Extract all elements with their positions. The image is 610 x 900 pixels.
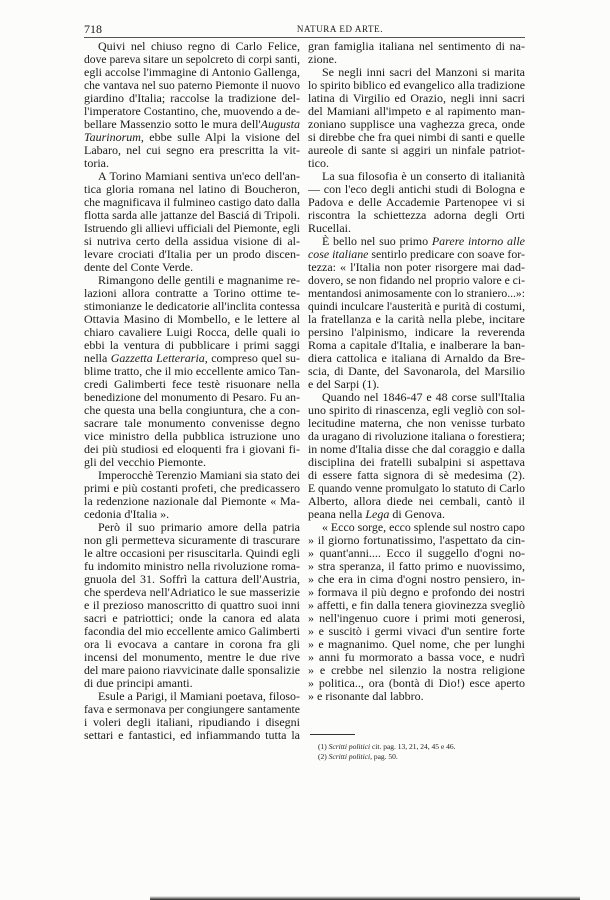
line-content: lecitudine materna, che non venisse turbato (308, 416, 525, 430)
line-content: benedizione del monumento di Pesaro. Fu an- (84, 390, 300, 404)
line-content: chiaro cavaliere Luigi Rocca, delle quali io (84, 325, 300, 339)
line-content: » e risonante dal labbro. (308, 689, 424, 703)
line-content: toria. (84, 156, 109, 170)
italic-text: Parere intorno alle (431, 234, 525, 248)
line-content: di essere fatta signora di sè medesima (2). (308, 468, 525, 482)
line-content: di due principi amanti. (84, 676, 193, 690)
line-content: settari e fantastici, ed infiammando tutta la (84, 728, 300, 742)
line-content: credi Galimberti fece testè risuonare nella (84, 377, 300, 391)
line-content: A Torino Mamiani sentiva un'eco dell'an- (98, 169, 300, 183)
line-content: facondia del mio eccellente amico Galimberti (84, 624, 300, 638)
text-segment: bellare Massenzio sotto le mura dell' (84, 117, 261, 131)
line-content: riscontra la schiettezza adorna degli Orti (308, 208, 525, 222)
line-content: zoniano supplisce una vaghezza greca, onde (308, 117, 525, 131)
line-content: » che era in cima d'ogni nostro pensiero, in- (308, 572, 525, 586)
line-content: flotta sarda alle jattanze del Basciá di Tripoli. (84, 208, 300, 222)
line-content: La sua filosofia è un conserto di italianità (322, 169, 525, 183)
line-content: disciplina dei fratelli subalpini si aspettava (308, 455, 525, 469)
line-content: del Mamiani all'impeto e al rapimento man- (308, 104, 525, 118)
footnote-1 (318, 742, 456, 752)
line-content: Rucellai. (308, 221, 351, 235)
line-content: ora li evocava a cantare in corona fra gli (84, 637, 300, 651)
left-column (84, 40, 300, 742)
text-segment: , ebbe sulle Alpi la visione del (140, 130, 300, 144)
line-content: che sperdeva nell'Adriatico le sue masserizie (84, 585, 300, 599)
line-content: l'imperatore Costantino, che, muovendo a de- (84, 104, 300, 118)
line-content: fava e sermonava per congiungere santamente (84, 702, 300, 716)
line-content: Alberto, allora diede nei cembali, cantò il (308, 494, 525, 508)
line-content: latina di Virgilio ed Orazio, negli inni sacri (308, 91, 525, 105)
line-content: tica gloria romana nel latino di Boucheron, (84, 182, 300, 196)
footnote-title: Scritti politici (328, 742, 371, 751)
line-content: uno spirito di rinascenza, egli vegliò con sol- (308, 403, 525, 417)
text-segment: È bello nel suo primo (322, 234, 432, 248)
line-content: dente del Conte Verde. (84, 260, 194, 274)
line-content: dove pareva sitare un sepolcreto di corpi santi, (84, 52, 300, 66)
line-content: si direbbe che fra quei nimbi di santi e quelle (308, 130, 525, 144)
line-content: e il prezioso manoscritto di quattro suoi inni (84, 598, 300, 612)
line-content: dovero, se non fidando nel proprio valore e ci- (308, 273, 525, 287)
running-title: NATURA ED ARTE. (296, 24, 384, 34)
line-content: gran famiglia italiana nel sentimento di na- (308, 39, 525, 53)
line-content: blime tratto, che il mio eccellente amico Tan- (84, 364, 300, 378)
line-content: ebbi la ventura di pubblicare i primi saggi (84, 338, 300, 352)
line-content: primi e più costanti profeti, che predicassero (84, 481, 300, 495)
line-content: la fratellanza e la carità nella plebe, incitare (308, 312, 525, 326)
footnote-title: Scritti politici (328, 752, 371, 761)
footnote-rule (310, 734, 355, 735)
line-content: Istruendo gli allievi ufficiali del Piemonte, egli (84, 221, 300, 235)
line-content: Quivi nel chiuso regno di Carlo Felice, (98, 39, 300, 53)
line-content: giardino d'Italia; raccolse la tradizione del- (84, 91, 300, 105)
line-content: lazioni allora contratte a Torino ottime te- (84, 286, 300, 300)
line-content: levare crociati d'Italia per un prodo discen- (84, 247, 300, 261)
line-content: egli accolse l'immagine di Antonio Gallenga, (84, 65, 300, 79)
line-content: lo spirito biblico ed evangelico alla tradizione (308, 78, 525, 92)
line-content: » e crebbe nel silenzio la nostra religione (308, 663, 525, 677)
line-content: persino l'alpinismo, indicare la reverenda (308, 325, 525, 339)
line-content: Imperocchè Terenzio Mamiani sia stato dei (98, 468, 300, 482)
text-segment: compreso quel su- (207, 351, 301, 365)
line-content: Roma a capitale d'Italia, e inalberare la ban- (308, 338, 525, 352)
line-content: Esule a Parigi, il Mamiani poetava, filoso- (98, 689, 300, 703)
line-content: » e magnanimo. Quel nome, che per lunghi (308, 637, 525, 651)
line-content: zione. (308, 52, 337, 66)
line-content: sacri e patriottici; onde la canora ed alata (84, 611, 300, 625)
line-content: le altre occasioni per risuscitarla. Quindi egli (84, 546, 300, 560)
text-segment: di Genova. (389, 507, 445, 521)
line-content: quindi inculcare l'austerità e purità di costumi, (308, 299, 525, 313)
line-content: tezza: « l'Italia non poter risorgere mai dad- (308, 260, 525, 274)
line-content: aureole di sante si aggiri un ninfale patriot- (308, 143, 525, 157)
line-content: » anni fu mormorato a bassa voce, e nudrì (308, 650, 525, 664)
right-column (308, 40, 525, 703)
line-content: incensi del monumento, mentre le due rive (84, 650, 300, 664)
line-content: si nutriva certo della assidua visione di al- (84, 234, 300, 248)
line-content: la redenzione nazionale dal Piemonte « Ma- (84, 494, 300, 508)
line-content: i voleri degli italiani, ripudiando i disegni (84, 715, 300, 729)
italic-text: Lega (365, 507, 390, 521)
footnote-number: (1) (318, 742, 327, 751)
text-line (84, 144, 300, 157)
footnote-text: , pag. 50. (370, 752, 398, 761)
line-content: » e suscitò i germi vivaci d'un sentire forte (308, 624, 525, 638)
line-content: Rimangono delle gentili e magnanime re- (98, 273, 300, 287)
text-line (308, 40, 525, 53)
line-content: che questa una bella congiuntura, che a con- (84, 403, 300, 417)
line-content: Padova e delle Accademie Partenopee vi si (308, 195, 525, 209)
line-content: in nome d'Italia disse che dal coraggio e dalla (308, 442, 525, 456)
line-content: non gli permetteva sicuramente di trascurare (84, 533, 300, 547)
line-content: vice ministro della pubblica istruzione uno (84, 429, 300, 443)
line-content: tico. (308, 156, 329, 170)
line-content: e del Sarpi (1). (308, 377, 380, 391)
line-content: » il giorno fortunatissimo, l'aspettato da cin- (308, 533, 525, 547)
line-content: Labaro, nel cui segno era prescritta la vit- (84, 143, 300, 157)
page-number: 718 (84, 22, 102, 36)
line-content: cedonia d'Italia ». (84, 507, 170, 521)
italic-text: Gazzetta Letteraria, (110, 351, 208, 365)
italic-text: Augusta (260, 117, 300, 131)
line-content: Quando nel 1846-47 e 48 corse sull'Italia (322, 390, 525, 404)
line-content: sacrare tale monumento convenisse degno (84, 416, 300, 430)
line-content: mentandosi animosamente con lo straniero...»: (308, 286, 525, 300)
line-content: stimonianze le dedicatorie all'inclita contessa (84, 299, 300, 313)
text-line (308, 144, 525, 157)
text-segment: sentirlo predicare con soave for- (368, 247, 525, 261)
line-content: gnuola del 31. Soffrì la cattura dell'Austria, (84, 572, 300, 586)
line-content: — con l'eco degli antichi studi di Bologna e (308, 182, 525, 196)
footnote-text: cit. pag. 13, 21, 24, 45 e 46. (370, 742, 456, 751)
line-content: » affetti, e fin dalla tenera giovinezza svegliò (308, 598, 525, 612)
footnotes (318, 742, 456, 762)
text-line (308, 690, 525, 703)
line-content: » quant'anni.... Ecco il suggello d'ogni no- (308, 546, 525, 560)
footnote-2 (318, 752, 456, 762)
line-content: » nell'ingenuo cuore i primi moti generosi, (308, 611, 525, 625)
line-content: da uragano di rivoluzione italiana o forestiera; (308, 429, 525, 443)
line-content: E quando venne promulgato lo statuto di Carlo (308, 481, 525, 495)
line-content: Se negli inni sacri del Manzoni si marita (322, 65, 525, 79)
line-content: che vantava nel suo paterno Piemonte il nuovo (84, 78, 300, 92)
line-content: del mare paiono riavvicinate dalle sponsalizie (84, 663, 300, 677)
text-line (84, 729, 300, 742)
line-content: « Ecco sorge, ecco splende sul nostro capo (322, 520, 525, 534)
italic-text: cose italiane (308, 247, 369, 261)
italic-text: Taurinorum (84, 130, 141, 144)
line-content: » stra speranza, il fatto primo e nuovissimo, (308, 559, 525, 573)
text-segment: nella (84, 351, 111, 365)
text-segment: peana nella (308, 507, 366, 521)
footnote-number: (2) (318, 752, 327, 761)
line-content: » politica.., ora (bontà di Dio!) esce aperto (308, 676, 525, 690)
line-content: diera cattolica e italiana di Arnaldo da Bre- (308, 351, 525, 365)
line-content: scia, di Dante, del Savonarola, del Marsilio (308, 364, 525, 378)
line-content: Però il suo primario amore della patria (98, 520, 300, 534)
line-content: fu indomito ministro nella rivoluzione roma- (84, 559, 300, 573)
line-content: che magnificava il fulmineo castigo dato dalla (84, 195, 300, 209)
line-content: dei più studiosi ed eloquenti fra i giovani fi- (84, 442, 300, 456)
line-content: » formava il più degno e profondo dei nostri (308, 585, 525, 599)
line-content: Ottavia Masino di Mombello, e le lettere al (84, 312, 300, 326)
line-content: gli del vecchio Piemonte. (84, 455, 206, 469)
scan-edge (150, 896, 580, 900)
header-rule (84, 37, 525, 38)
